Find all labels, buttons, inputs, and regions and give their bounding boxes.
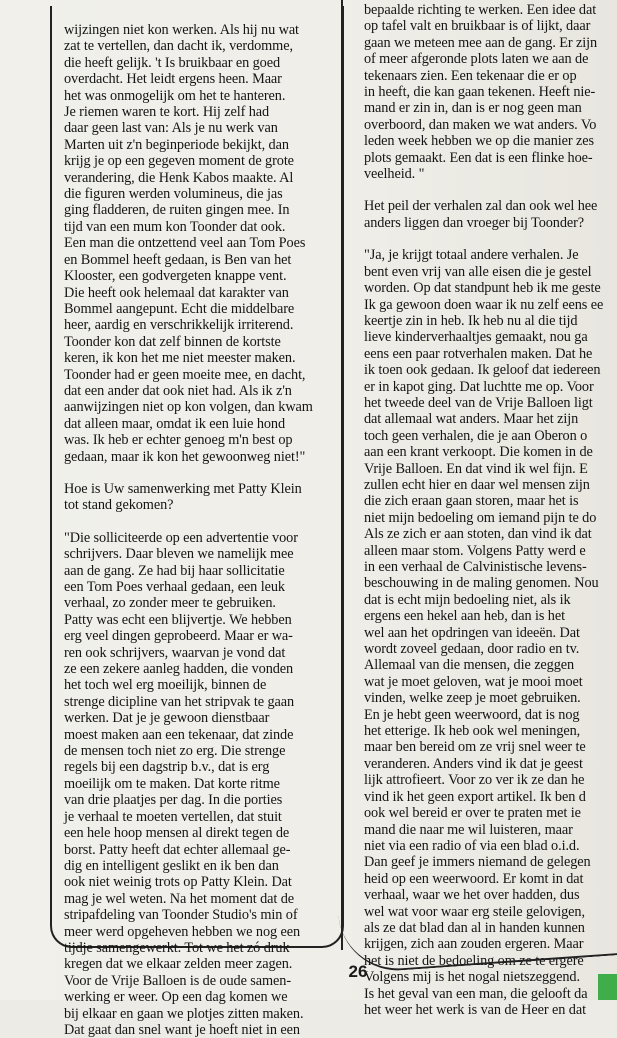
right-column-line: tekenaars zien. Een tekenaar die er op	[364, 67, 577, 84]
left-column-line: Die heeft ook helemaal dat karakter van	[64, 284, 289, 301]
right-column-line: wat je moet geloven, wat je mooi moet	[364, 673, 583, 690]
right-column-line: maar ben bereid om ze vrij snel weer te	[364, 739, 586, 756]
right-column-line: op tafel valt en bruikbaar is of lijkt, daar	[364, 18, 591, 35]
right-column-line: vind ik het geen export artikel. Ik ben d	[364, 788, 586, 805]
right-column-line: mand er zin in, dan is er nog geen man	[364, 100, 582, 117]
left-column-line: meer werd opgeheven hebben we nog een	[64, 923, 301, 940]
left-column-line: borst. Patty heeft dat echter allemaal ge-	[64, 841, 291, 858]
right-column-line: Dan geef je immers niemand de gelegen	[364, 854, 591, 871]
left-column-line: moeilijk om te maken. Dat korte ritme	[64, 775, 280, 792]
left-column-line: het toch wel erg moeilijk, binnen de	[64, 677, 267, 694]
right-column-line: zullen echt hier en daar wel mensen zijn	[364, 476, 590, 493]
right-column-line: Volgens mij is het nogal nietszeggend.	[364, 969, 580, 986]
right-column-line: ergens een hekel aan heb, dan is het	[364, 608, 565, 625]
left-column-line: je verhaal te moeten vertellen, dat stuit	[64, 808, 282, 825]
right-column-line: het etterige. Ik heb ook wel meningen,	[364, 723, 581, 740]
right-column-line: dat is echt mijn bedoeling niet, als ik	[364, 591, 571, 608]
left-column-line: Toonder had er geen moeite mee, en dacht,	[64, 366, 306, 383]
left-column-line: Een man die ontzettend veel aan Tom Poes	[64, 235, 306, 252]
right-column-line: Ik ga gewoon doen waar ik nu zelf eens ee	[364, 296, 604, 313]
right-column-line: alleen maar stom. Volgens Patty werd e	[364, 542, 586, 559]
right-column-line: of meer afgeronde plots laten we aan de	[364, 51, 589, 68]
right-text-column	[364, 2, 617, 1018]
right-column-line: gaan we meteen mee aan de gang. Er zijn	[364, 34, 598, 51]
right-column-line: bepaalde richting te werken. Een idee dat	[364, 2, 597, 18]
right-column-line: overboord, dan maken we wat anders. Vo	[364, 116, 597, 133]
left-column-line: regels bij een dagstrip b.v., dat is erg	[64, 759, 270, 776]
right-column-line: Is het geval van een man, die gelooft da	[364, 985, 588, 1002]
right-column-line: wel wat voor waar erg steile gelovigen,	[364, 903, 585, 920]
right-column-line: die zich eraan gaan storen, maar het is	[364, 493, 579, 510]
right-column-line: En je hebt geen weerwoord, dat is nog	[364, 706, 580, 723]
left-column-line: ook niet weinig trots op Patty Klein. Dat	[64, 874, 292, 891]
right-column-line: krijgen, zich aan zouden ergeren. Maar	[364, 936, 584, 953]
left-column-line: de mensen toch niet zo erg. Die strenge	[64, 743, 286, 760]
right-column-line: beschouwing in de maling genomen. Nou	[364, 575, 599, 592]
right-column-line: worden. Op dat standpunt heb ik me geste	[364, 280, 601, 297]
left-column-line: het was onmogelijk om het te hanteren.	[64, 87, 286, 104]
left-column-line: verhaal, zo zonder meer te gebruiken.	[64, 595, 276, 612]
left-column-line: dat een ander dat ook niet had. Als ik z'n	[64, 382, 292, 399]
left-column-line: heer, aardig en verschrikkelijk irriterend.	[64, 317, 294, 334]
right-column-line: aan een krant verkoopt. Die komen in de	[364, 444, 593, 461]
left-column-line: tijd van een mum kon Toonder dat ook.	[64, 218, 286, 235]
left-column-line: ren ook schrijvers, waarvan je vond dat	[64, 644, 286, 661]
left-column-line: daar geen last van: Als je nu werk van	[64, 120, 278, 137]
left-column-line: werking er weer. Op een dag komen we	[64, 989, 288, 1006]
right-column-line: mand die naar me wil luisteren, maar	[364, 821, 573, 838]
left-column-line: schrijvers. Daar bleven we namelijk mee	[64, 546, 294, 563]
left-text-column	[64, 22, 344, 1038]
right-column-line	[364, 182, 617, 198]
left-column-line: tot stand gekomen?	[64, 497, 174, 514]
page-number: 26	[348, 962, 368, 981]
left-column-line: dig en intelligent geslikt en ik ben dan	[64, 857, 279, 874]
left-column-line: verandering, die Henk Kabos maakte. Al	[64, 169, 294, 186]
right-column-line: plots gemaakt. Een dat is een flinke hoe-	[364, 149, 593, 166]
left-column-line: aan de gang. Ze had bij haar sollicitatie	[64, 562, 285, 579]
right-column-line: leden week hebben we op die manier zes	[364, 133, 595, 150]
left-column-line: Dat gaat dan snel want je hoeft niet in een	[64, 1021, 300, 1038]
left-column-line: aanwijzingen niet op kon volgen, dan kwam	[64, 399, 313, 416]
right-column-line: wel aan het opdringen van ideeën. Dat	[364, 624, 580, 641]
right-column-line: toch geen verhalen, die je aan Oberon o	[364, 427, 588, 444]
left-column-line: een hele hoop mensen al direkt tegen de	[64, 825, 290, 842]
left-column-line: was. Ik heb er echter genoeg m'n best op	[64, 432, 293, 449]
left-column-line: Voor de Vrije Balloen is de oude samen-	[64, 972, 291, 989]
left-column-line: zat te vertellen, dan dacht ik, verdomme,	[64, 38, 293, 55]
left-column-line: van drie plaatjes per dag. In die porties	[64, 792, 283, 809]
right-column-line: niet via een radio of via een blad o.i.d.	[364, 837, 580, 854]
right-column-line: verhaal, waar we het over hadden, dus	[364, 887, 580, 904]
left-column-line: die heeft gelijk. 't Is bruikbaar en goed	[64, 54, 281, 71]
left-column-line: en Bommel heeft gedaan, is Ben van het	[64, 251, 292, 268]
right-column-line: Allemaal van die mensen, die zeggen	[364, 657, 575, 674]
right-column-line: anders liggen dan vroeger bij Toonder?	[364, 214, 585, 231]
right-column-line: als ze dat blad dan al in handen kunnen	[364, 919, 585, 936]
right-column-line: ook wel bereid er over te praten met ie	[364, 805, 581, 822]
left-column-line: Marten uit z'n beginperiode bekijkt, dan	[64, 136, 289, 153]
left-column-line: wijzingen niet kon werken. Als hij nu wat	[64, 22, 299, 38]
left-column-line: Toonder kon dat zelf binnen de kortste	[64, 333, 281, 350]
right-column-line: Als ze zich er aan stoten, dan vind ik dat	[364, 526, 592, 543]
right-column-line: dat allemaal wat anders. Maar het zijn	[364, 411, 579, 428]
right-column-line: er in kapot ging. Dat luchtte me op. Voor	[364, 378, 594, 395]
right-column-line: veelheid. "	[364, 166, 425, 183]
left-column-line: ze een zekere aanleg hadden, die vonden	[64, 661, 294, 678]
left-column-line: een Tom Poes verhaal gedaan, een leuk	[64, 579, 285, 595]
left-column-line: tijdje samengewerkt. Tot we het zó druk	[64, 939, 290, 956]
left-column-line: Je riemen waren te kort. Hij zelf had	[64, 104, 270, 121]
right-column-line	[364, 231, 617, 247]
left-column-line: die figuren werden volumineus, die jas	[64, 186, 283, 203]
left-column-line: dat alleen maar, omdat ik een luie hond	[64, 415, 286, 432]
left-column-line: krijg je op een gegeven moment de grote	[64, 153, 294, 170]
right-column-line: niet mijn bedoeling om iemand pijn te do	[364, 509, 597, 526]
left-column-line: Hoe is Uw samenwerking met Patty Klein	[64, 480, 302, 497]
left-column-line: moest maken aan een tekenaar, dat zinde	[64, 726, 294, 743]
right-column-line: het tweede deel van de Vrije Balloen ligt	[364, 394, 593, 411]
right-column-line: lieve kinderverhaaltjes gemaakt, nou ga	[364, 329, 588, 346]
left-column-line: Klooster, een godvergeten knappe vent.	[64, 268, 287, 285]
right-column-line: ik toen ook gedaan. Ik geloof dat iedereen	[364, 362, 601, 379]
right-column-line: heid op een weerwoord. Er komt in dat	[364, 870, 584, 887]
left-column-line: keren, ik kon het me niet meester maken.	[64, 350, 296, 367]
right-column-line: Vrije Balloen. En dat vind ik wel fijn. E	[364, 460, 588, 477]
right-column-line: wordt zoveel gedaan, door radio en tv.	[364, 641, 580, 658]
left-column-line: ging fladderen, de ruiten gingen mee. In	[64, 202, 290, 219]
left-column-line: erg veel dingen geprobeerd. Maar er wa-	[64, 628, 293, 645]
left-column-line	[64, 514, 344, 530]
right-column-line: in heeft, die kan gaan tekenen. Heeft nie-	[364, 84, 596, 101]
left-column-line: Bommel aangepunt. Echt die middelbare	[64, 300, 295, 317]
right-column-line: Het peil der verhalen zal dan ook wel hee	[364, 198, 598, 215]
right-column-line: het is niet de bedoeling om ze te ergere	[364, 952, 584, 969]
left-column-line: gedaan, maar ik kon het gewoonweg niet!"	[64, 448, 306, 465]
left-column-line: bij elkaar en gaan we plotjes zitten maken.	[64, 1005, 304, 1022]
right-column-line: veranderen. Anders vind ik dat je geest	[364, 755, 583, 772]
right-column-line: "Ja, je krijgt totaal andere verhalen. Je	[364, 247, 579, 264]
left-column-line: stripafdeling van Toonder Studio's min of	[64, 907, 298, 924]
right-column-line: lijk attrofieert. Voor zo ver ik ze dan he	[364, 772, 585, 789]
right-column-line: in een verhaal de Calvinistische levens-	[364, 559, 587, 575]
right-column-line: keertje zin in heb. Ik heb nu al die tijd	[364, 312, 578, 329]
left-column-line: kregen dat we elkaar zelden meer zagen.	[64, 956, 293, 973]
left-column-line: overdacht. Het leidt ergens heen. Maar	[64, 71, 282, 88]
left-column-line: werken. Dat je je gewoon dienstbaar	[64, 710, 270, 727]
corner-tab	[598, 974, 617, 1000]
right-column-line: het weer het werk is van de Heer en dat	[364, 1001, 586, 1018]
left-column-line: strenge dicipline van het stripvak te gaan	[64, 693, 295, 710]
right-column-line: bent even vrij van alle eisen die je gestel	[364, 263, 592, 280]
left-column-line	[64, 465, 344, 481]
right-column-line: eens een paar rotverhalen maken. Dat he	[364, 345, 593, 362]
right-column-line: vinden, welke zeep je moet gebruiken.	[364, 690, 581, 707]
left-column-line: "Die solliciteerde op een advertentie voor	[64, 529, 298, 546]
left-column-line: Patty was echt een blijvertje. We hebben	[64, 611, 292, 628]
left-column-line: mag je wel weten. Na het moment dat de	[64, 890, 295, 907]
